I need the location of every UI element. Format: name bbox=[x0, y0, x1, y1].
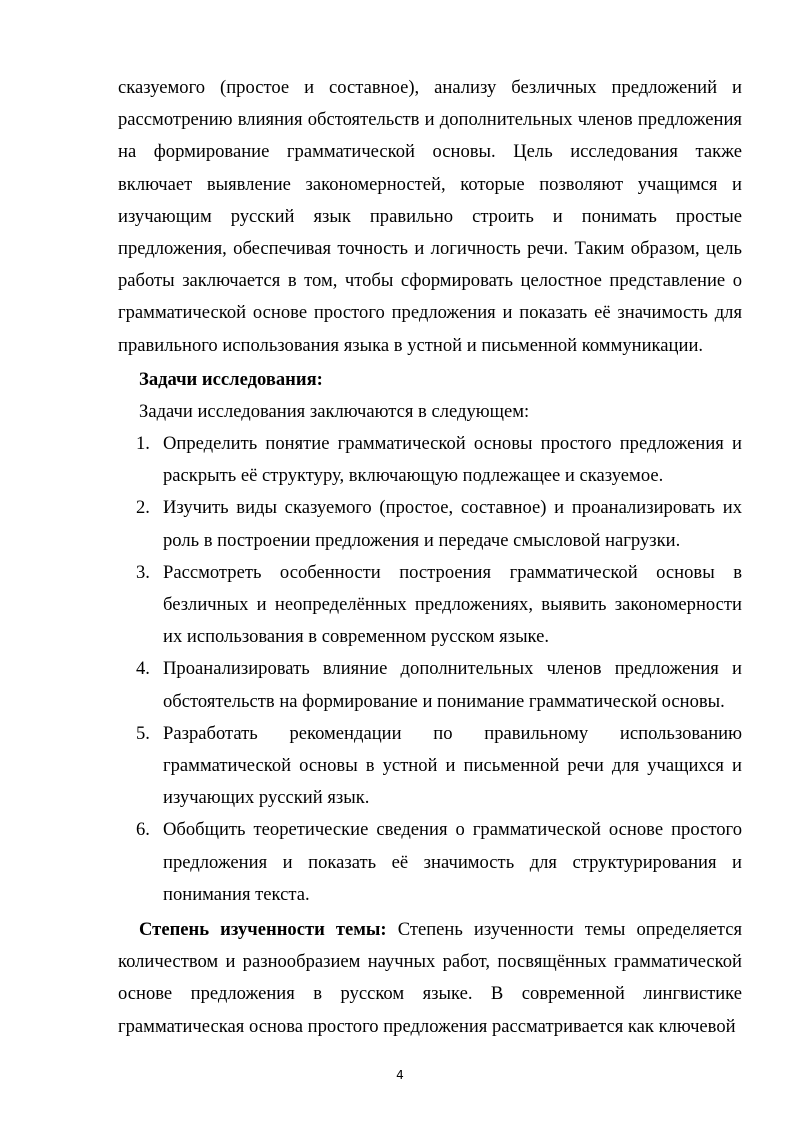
tasks-list bbox=[136, 428, 742, 911]
tasks-heading: Задачи исследования: bbox=[139, 369, 323, 390]
task-item-4 bbox=[136, 653, 742, 717]
task-number: 6. bbox=[136, 819, 150, 841]
task-item-2 bbox=[136, 492, 742, 556]
task-item-6 bbox=[136, 814, 742, 911]
task-number: 5. bbox=[136, 722, 150, 744]
task-text: Изучить виды сказуемого (простое, составное) и проанализировать их роль в построении предложения и передаче смысловой нагрузки. bbox=[163, 497, 742, 551]
task-text: Разработать рекомендации по правильному использованию грамматической основы в устной и письменной речи для учащихся и изучающих русский язык. bbox=[163, 722, 742, 809]
task-text: Проанализировать влияние дополнительных членов предложения и обстоятельств на формирование и понимание грамматической основы. bbox=[163, 658, 742, 712]
task-number: 4. bbox=[136, 658, 150, 680]
task-number: 1. bbox=[136, 433, 150, 454]
page-number: 4 bbox=[396, 1068, 404, 1082]
task-item-3 bbox=[136, 557, 742, 654]
task-number: 2. bbox=[136, 497, 150, 519]
tasks-intro: Задачи исследования заключаются в следующем: bbox=[139, 401, 530, 422]
task-item-5 bbox=[136, 718, 742, 815]
task-text: Обобщить теоретические сведения о грамматической основе простого предложения и показать её значимость для структурирования и понимания текста. bbox=[163, 819, 742, 905]
degree-text: Степень изученности темы определяется количеством и разнообразием научных работ, посвящённых грамматической основе предложения в русском языке. В современной лингвистике грамматическая основа простого предложения рассматривается как ключевой bbox=[118, 919, 742, 1037]
task-item-1 bbox=[136, 428, 742, 492]
task-text: Определить понятие грамматической основы простого предложения и раскрыть её структуру, включающую подлежащее и сказуемое. bbox=[163, 433, 742, 487]
task-text: Рассмотреть особенности построения грамматической основы в безличных и неопределённых предложениях, выявить закономерности их использования в современном русском языке. bbox=[163, 561, 742, 648]
degree-paragraph bbox=[118, 914, 742, 1043]
task-number: 3. bbox=[136, 561, 150, 583]
degree-label: Степень изученности темы: bbox=[139, 919, 387, 940]
continuation-paragraph: сказуемого (простое и составное), анализу безличных предложений и рассмотрению влияния обстоятельств и дополнительных членов предложения на формирование грамматической основы. Цель исследования также включает выявление закономерностей, которые позволяют учащимся и изучающим русский язык правильно строить и понимать простые предложения, обеспечивая точность и логичность речи. Таким образом, цель работы заключается в том, чтобы сформировать целостное представление о грамматической основе простого предложения и показать её значимость для правильного использования языка в устной и письменной коммуникации. bbox=[118, 77, 742, 356]
